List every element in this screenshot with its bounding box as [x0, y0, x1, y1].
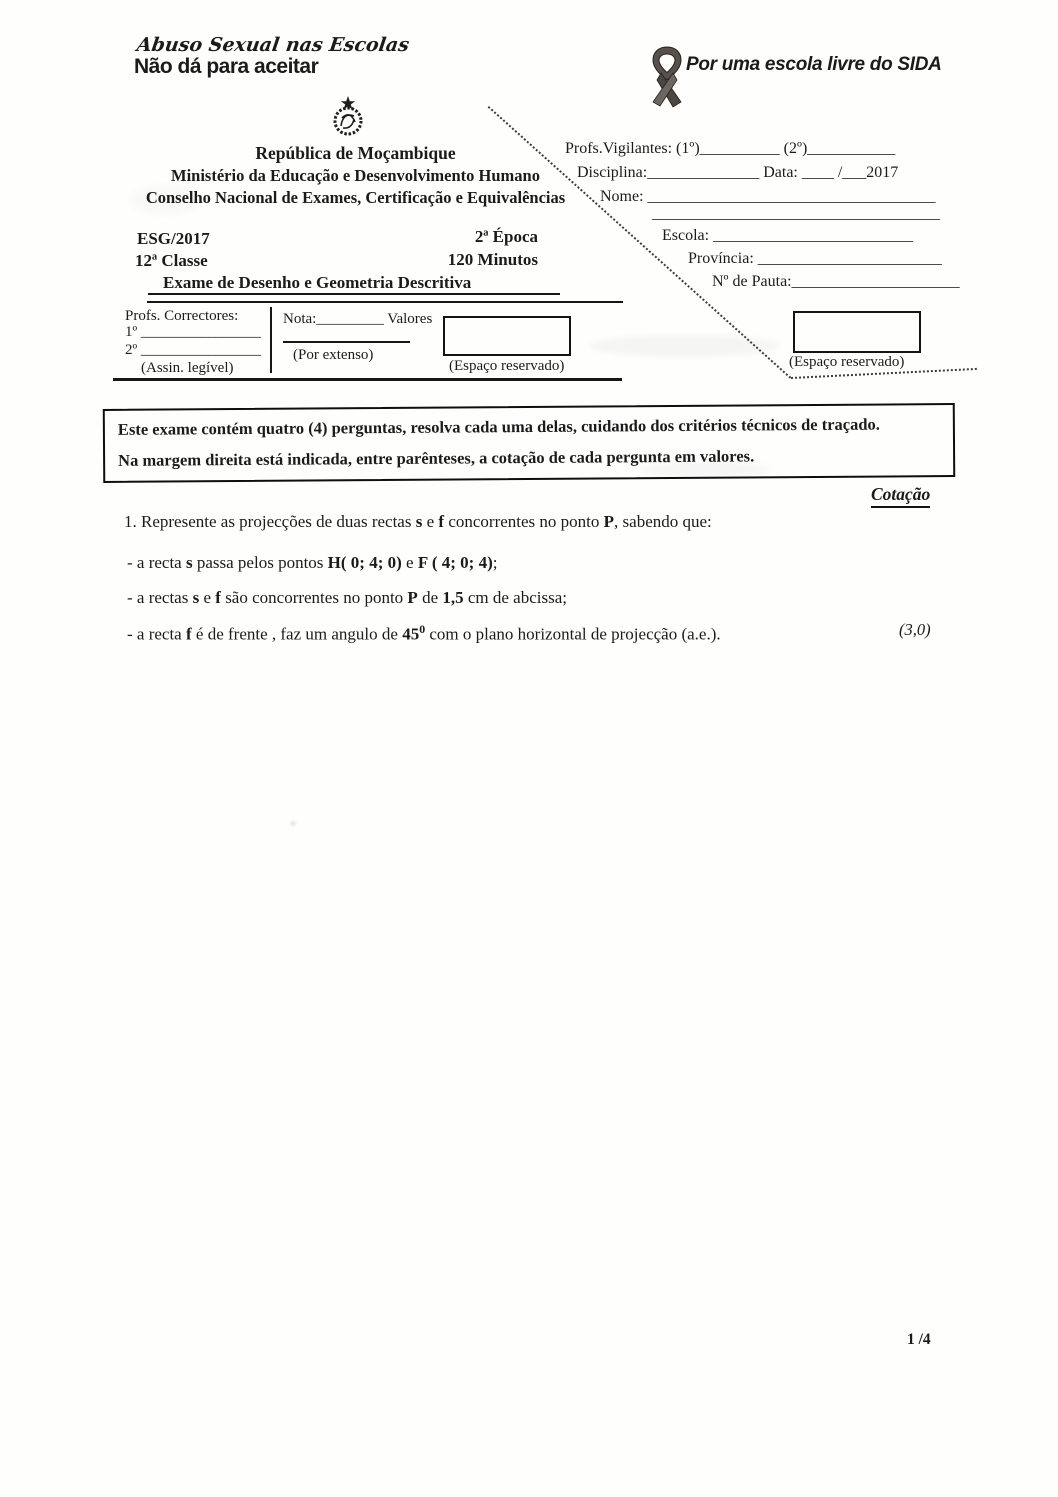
question-1-score: (3,0) — [899, 620, 931, 639]
field-disciplina-data: Disciplina:______________ Data: ____ /___2017 — [577, 164, 899, 181]
scan-speck — [290, 821, 296, 826]
field-nome-line2: ____________________________________ — [652, 205, 940, 222]
field-pauta: Nº de Pauta:_____________________ — [712, 273, 960, 290]
sida-slogan: Por uma escola livre do SIDA — [686, 54, 942, 75]
field-provincia: Província: _______________________ — [688, 250, 942, 267]
instructions-box — [103, 403, 955, 483]
field-vigilantes: Profs.Vigilantes: (1º)__________ (2º)___________ — [565, 140, 896, 157]
council-title: Conselho Nacional de Exames, Certificação e Equivalências — [145, 188, 566, 207]
exam-title-underline — [148, 293, 560, 295]
assin-legivel-label: (Assin. legível) — [141, 360, 234, 376]
campaign-script-slogan: Abuso Sexual nas Escolas — [135, 34, 411, 56]
mozambique-emblem-icon — [328, 95, 368, 142]
campaign-bold-slogan: Não dá para aceitar — [134, 55, 319, 78]
field-nome: Nome: ____________________________________ — [600, 188, 936, 205]
corrector-1-line: 1º ________________ — [125, 324, 261, 340]
nota-line: Nota:_________ Valores — [283, 311, 433, 327]
question-1-item-2: - a rectas s e f são concorrentes no ponto P de 1,5 cm de abcissa; — [127, 588, 567, 607]
reserved-box-right — [793, 311, 921, 353]
instructions-line-2: Na margem direita está indicada, entre parênteses, a cotação de cada pergunta em valores. — [118, 446, 755, 470]
ministry-title: Ministério da Educação e Desenvolvimento Humano — [171, 166, 540, 185]
graders-panel-bottom-line — [113, 378, 622, 381]
exam-classe: 12ª Classe — [135, 251, 208, 270]
page-number: 1 /4 — [907, 1331, 931, 1348]
exam-title: Exame de Desenho e Geometria Descritiva — [163, 273, 472, 292]
scan-smudge — [590, 335, 780, 357]
question-1-item-3: - a recta f é de frente , faz um angulo de $45^0$ com o plano horizontal de projecção (a.e.). — [127, 622, 721, 644]
exam-epoca: 2ª Época — [474, 227, 538, 246]
question-1-item-1: - a recta s passa pelos pontos H( 0; 4; 0) e F ( 4; 0; 4); — [127, 553, 498, 572]
exam-duration: 120 Minutos — [447, 250, 538, 269]
reserved-label-right: (Espaço reservado) — [789, 354, 905, 370]
field-escola: Escola: _________________________ — [662, 227, 914, 244]
graders-panel-divider — [270, 307, 272, 373]
exam-code: ESG/2017 — [137, 229, 210, 248]
graders-panel-top-line — [147, 301, 623, 303]
correctores-label: Profs. Correctores: — [125, 308, 239, 324]
reserved-label-middle: (Espaço reservado) — [449, 358, 565, 374]
nota-extenso-line — [283, 341, 410, 343]
republic-title: República de Moçambique — [255, 143, 456, 163]
corrector-2-line: 2º ________________ — [125, 342, 261, 358]
awareness-ribbon-icon — [645, 46, 689, 113]
reserved-box-middle — [443, 316, 571, 356]
instructions-line-1: Este exame contém quatro (4) perguntas, resolva cada uma delas, cuidando dos critérios técnicos de traçado. — [117, 414, 880, 439]
cotacao-heading: Cotação — [871, 484, 930, 508]
question-1-intro: 1. Represente as projecções de duas rectas s e f concorrentes no ponto P, sabendo que: — [124, 512, 712, 531]
por-extenso-label: (Por extenso) — [293, 347, 374, 363]
